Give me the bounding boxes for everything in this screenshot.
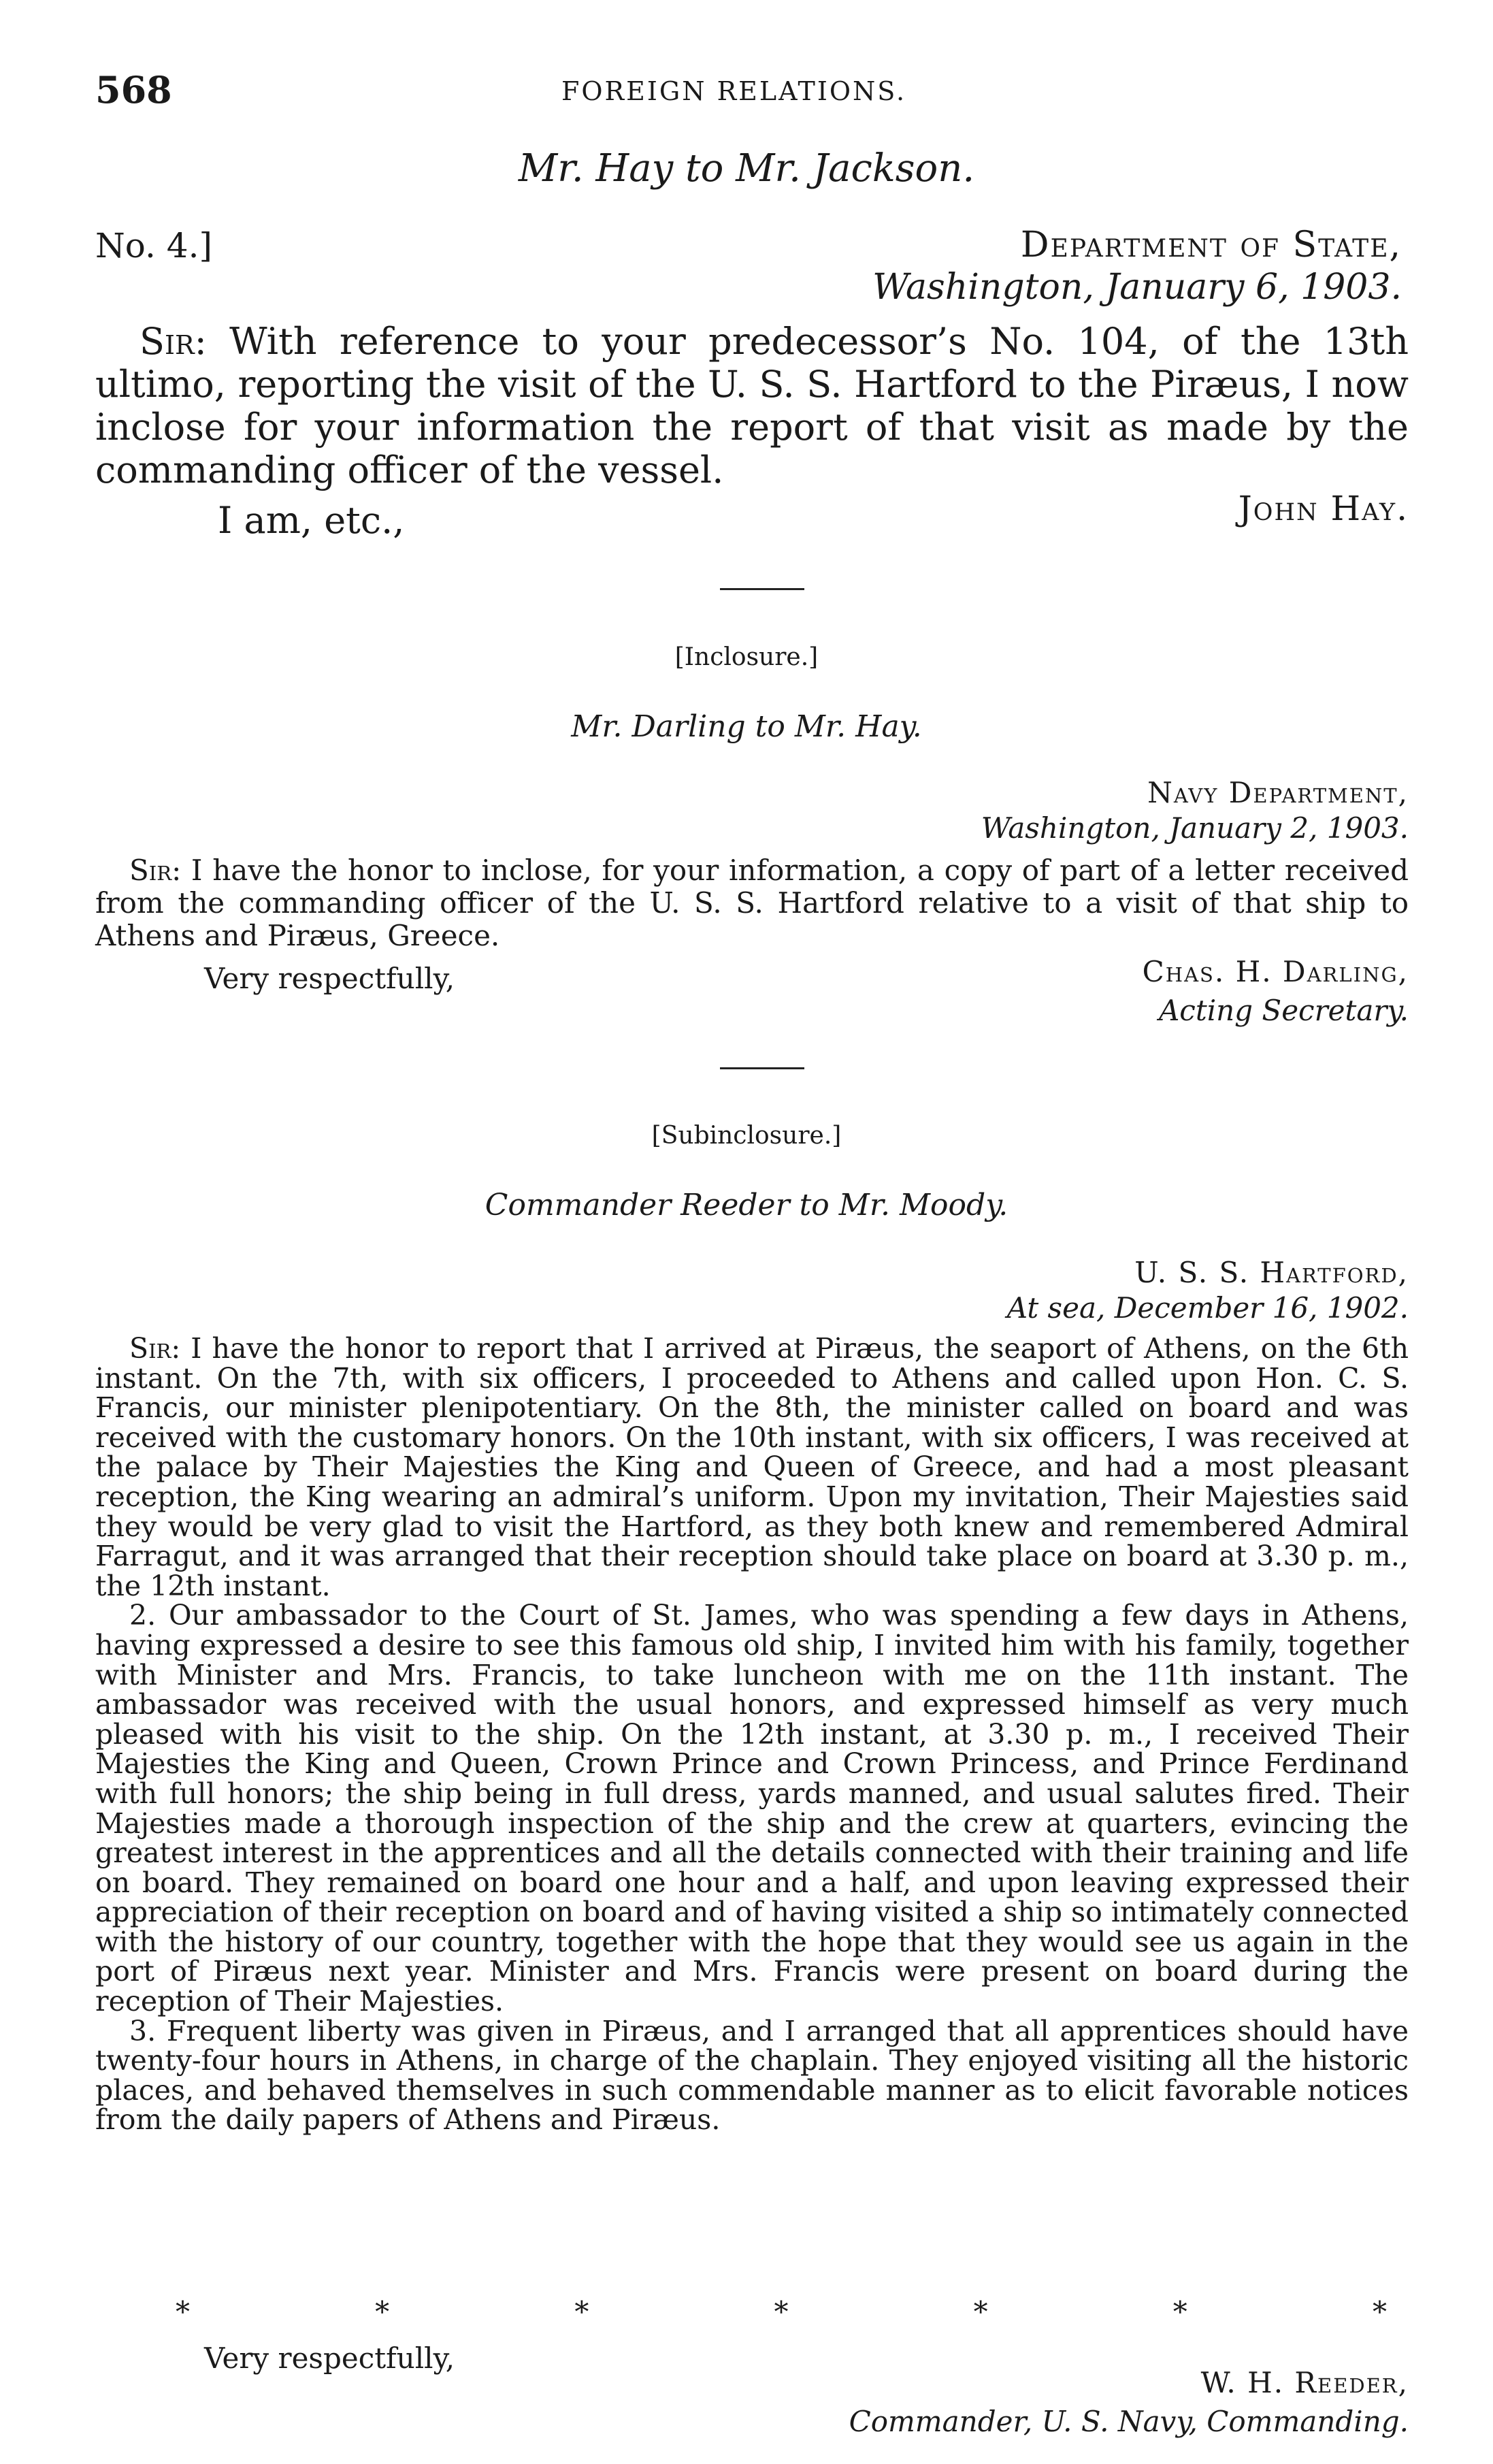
letter3-ship: U. S. S. Hartford, <box>1134 1256 1409 1289</box>
letter2-body <box>95 854 1409 952</box>
star: * <box>1372 2295 1387 2329</box>
letter3-paragraph-2: 2. Our ambassador to the Court of St. James, who was spending a few days in Athens, having expressed a desire to see this famous old ship, I invited him with his family, together with Minister and Mrs. Francis, to take luncheon with me on the 11th instant. The ambassador was received with the usual honors, and expressed himself as very much pleased with his visit to the ship. On the 12th instant, at 3.30 p. m., I received Their Majesties the King and Queen, Crown Prince and Crown Princess, and Prince Ferdinand with full honors; the ship being in full dress, yards manned, and usual salutes fired. Their Majesties made a thorough inspection of the ship and the crew at quarters, evincing the greatest interest in the apprentices and all the details connected with their training and life on board. They remained on board one hour and a half, and upon leaving expressed their appreciation of their reception on board and of having visited a ship so intimately connected with the history of our country, together with the hope that they would see us again in the port of Piræus next year. Minister and Mrs. Francis were present on board during the reception of Their Majesties. <box>95 1599 1409 2018</box>
letter2-title: Mr. Darling to Mr. Hay. <box>571 709 922 744</box>
letter1-salutation: Sir: <box>140 320 207 363</box>
letter3-paragraph-1-text: I have the honor to report that I arrived at Piræus, the seaport of Athens, on the 6th instant. On the 7th, with six officers, I proceeded to Athens and called upon Hon. C. S. Francis, our minister plenipotentiary. On the 8th, the minister called on board and was received with the customary honors. On the 10th instant, with six officers, I was received at the palace by Their Majesties the King and Queen of Greece, and had a most pleasant reception, the King wearing an admiral’s uniform. Upon my invitation, Their Majesties said they would be very glad to visit the Hartford, as they both knew and remembered Admiral Farragut, and it was arranged that their reception should take place on board at 3.30 p. m., the 12th instant. <box>95 1332 1409 1602</box>
section-divider-1 <box>720 588 804 590</box>
star: * <box>1172 2295 1187 2329</box>
letter3-salutation: Sir: <box>129 1332 181 1365</box>
ellipsis-stars <box>176 2295 1387 2329</box>
letter1-closing: I am, etc., <box>218 499 405 542</box>
letter2-salutation: Sir: <box>129 854 182 887</box>
page-number: 568 <box>95 68 172 112</box>
letter1-body-text: With reference to your predecessor’s No. 104, of the 13th ultimo, reporting the visit of the U. S. S. Hartford to the Piræus, I now inclose for your information the report of that visit as made by the commanding officer of the vessel. <box>95 320 1409 491</box>
star: * <box>574 2295 589 2329</box>
letter2-department: Navy Department, <box>1147 776 1409 809</box>
letter3-closing: Very respectfully, <box>204 2341 455 2375</box>
letter3-signature: W. H. Reeder, <box>1200 2366 1409 2399</box>
letter3-place-date: At sea, December 16, 1902. <box>1006 1291 1409 1325</box>
letter2-signature-title: Acting Secretary. <box>1158 994 1409 1027</box>
letter1-title: Mr. Hay to Mr. Jackson. <box>518 146 975 191</box>
letter1-signature: John Hay. <box>1238 489 1409 528</box>
letter2-place-date: Washington, January 2, 1903. <box>981 811 1409 845</box>
star: * <box>375 2295 390 2329</box>
letter1-place-date: Washington, January 6, 1903. <box>872 267 1402 308</box>
letter1-body <box>95 320 1409 491</box>
letter2-body-text: I have the honor to inclose, for your information, a copy of part of a letter received from the commanding officer of the U. S. S. Hartford relative to a visit of that ship to Athens and Piræus, Greece. <box>95 854 1409 952</box>
section-divider-2 <box>720 1067 804 1069</box>
star: * <box>176 2295 190 2329</box>
letter3-signature-title: Commander, U. S. Navy, Commanding. <box>849 2405 1409 2438</box>
letter3-title: Commander Reeder to Mr. Moody. <box>485 1188 1008 1222</box>
running-title: FOREIGN RELATIONS. <box>561 76 907 106</box>
letter3-paragraph-1 <box>95 1334 1409 1601</box>
letter2-closing: Very respectfully, <box>204 962 455 995</box>
star: * <box>774 2295 789 2329</box>
letter1-number: No. 4.] <box>95 226 212 265</box>
letter3-body <box>95 1334 1409 2135</box>
star: * <box>973 2295 988 2329</box>
letter2-signature: Chas. H. Darling, <box>1142 955 1409 988</box>
letter2-label: [Inclosure.] <box>674 643 819 671</box>
letter3-paragraph-3: 3. Frequent liberty was given in Piræus, and I arranged that all apprentices should have twenty-four hours in Athens, in charge of the chaplain. They enjoyed visiting all the historic places, and behaved themselves in such commendable manner as to elicit favorable notices from the daily papers of Athens and Piræus. <box>95 2014 1409 2137</box>
letter1-department: Department of State, <box>1020 225 1402 265</box>
letter3-label: [Subinclosure.] <box>651 1122 842 1150</box>
